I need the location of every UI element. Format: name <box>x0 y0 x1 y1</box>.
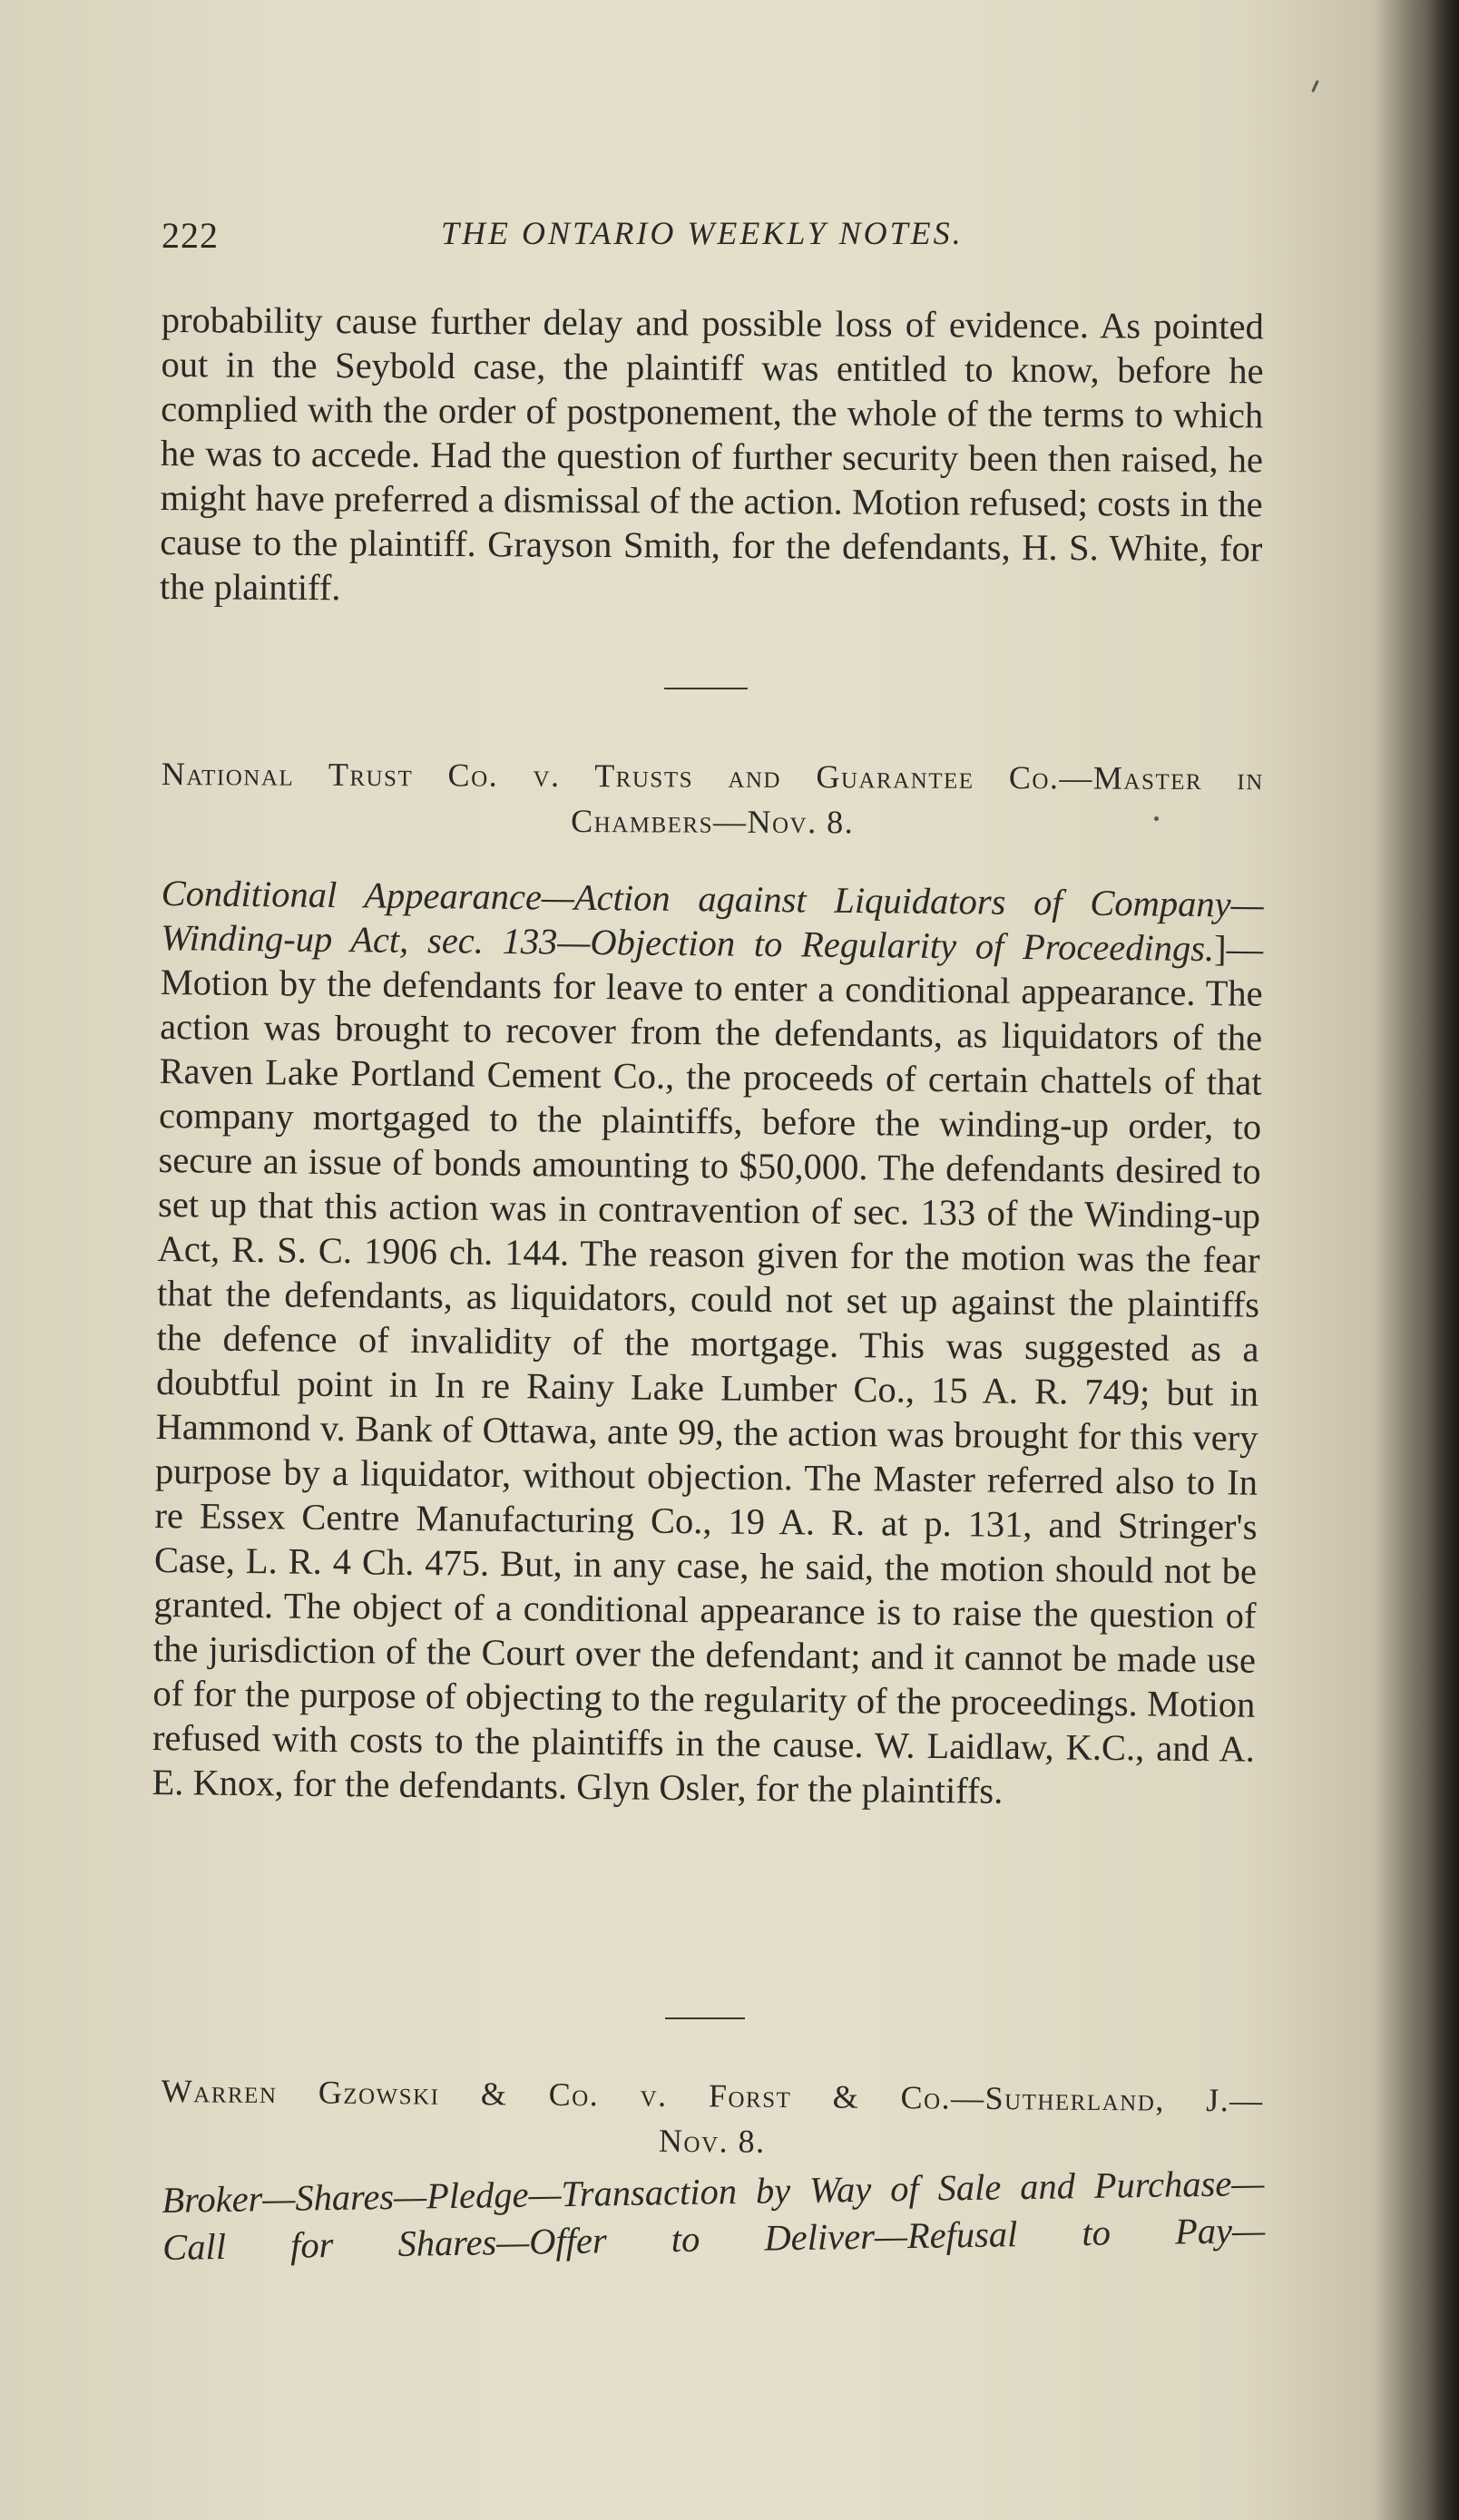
case-heading-line: Nov. 8. <box>658 2122 766 2160</box>
section-divider <box>665 2017 745 2019</box>
paper-speck <box>1154 816 1159 821</box>
continuation-paragraph: probability cause further delay and possible loss of evidence. As pointed out in the Seybold case, the plaintiff was entitled to know, before he complied with the order of postponement, the whole of the terms to which he was to accede. Had the question of further security been then raised, he might have preferred a dismissal of the action. Motion refused; costs in the cause to the plaintiff. Grayson Smith, for the defendants, H. S. White, for the plaintiff. <box>159 298 1264 609</box>
case-headnote: Conditional Appearance—Action against Liquidators of Company—Winding-up Act, sec. 133—Objection to Regularity of Proceedings. <box>160 872 1264 970</box>
case-heading-line: Warren Gzowski & Co. v. Forst & Co.—Sutherland, J.— <box>161 2072 1264 2119</box>
journal-title: THE ONTARIO WEEKLY NOTES. <box>441 215 964 251</box>
section-divider <box>664 688 748 689</box>
case-heading-line: National Trust Co. v. Trusts and Guarantee Co.—Master in <box>161 755 1264 797</box>
case-headnote-warren-gzowski: Broker—Shares—Pledge—Transaction by Way of Sale and Purchase—Call for Shares—Offer to Deliver—Refusal to Pay— <box>162 2162 1266 2268</box>
running-head <box>162 207 1268 261</box>
case-body-text: ]—Motion by the defendants for leave to enter a conditional appearance. The action was brought to recover from the defendants, as liquidators of the Raven Lake Portland Cement Co., the proceeds of certain chattels of that company mortgaged to the plaintiffs, before the winding-up order, to secure an issue of bonds amounting to $50,000. The defendants desired to set up that this action was in contravention of sec. 133 of the Winding-up Act, R. S. C. 1906 ch. 144. The reason given for the motion was the fear that the defendants, as liquidators, could not set up against the plaintiffs the defence of invalidity of the mortgage. This was suggested as a doubtful point in In re Rainy Lake Lumber Co., 15 A. R. 749; but in Hammond v. Bank of Ottawa, ante 99, the action was brought for this very purpose by a liquidator, without objection. The Master referred also to In re Essex Centre Manufacturing Co., 19 A. R. at p. 131, and Stringer's Case, L. R. 4 Ch. 475. But, in any case, he said, the motion should not be granted. The object of a conditional appearance is to raise the question of the jurisdiction of the Court over the defendant; and it cannot be made use of for the purpose of objecting to the regularity of the proceedings. Motion refused with costs to the plaintiffs in the cause. W. Laidlaw, K.C., and A. E. Knox, for the defendants. Glyn Osler, for the plaintiffs. <box>152 928 1264 1812</box>
case-heading-national-trust <box>162 751 1264 846</box>
case-body-national-trust <box>152 871 1264 1816</box>
case-heading-line: Chambers—Nov. 8. <box>571 802 855 841</box>
case-heading-warren-gzowski <box>161 2068 1264 2169</box>
paper-speck <box>1311 80 1319 93</box>
page-number: 222 <box>162 215 219 256</box>
